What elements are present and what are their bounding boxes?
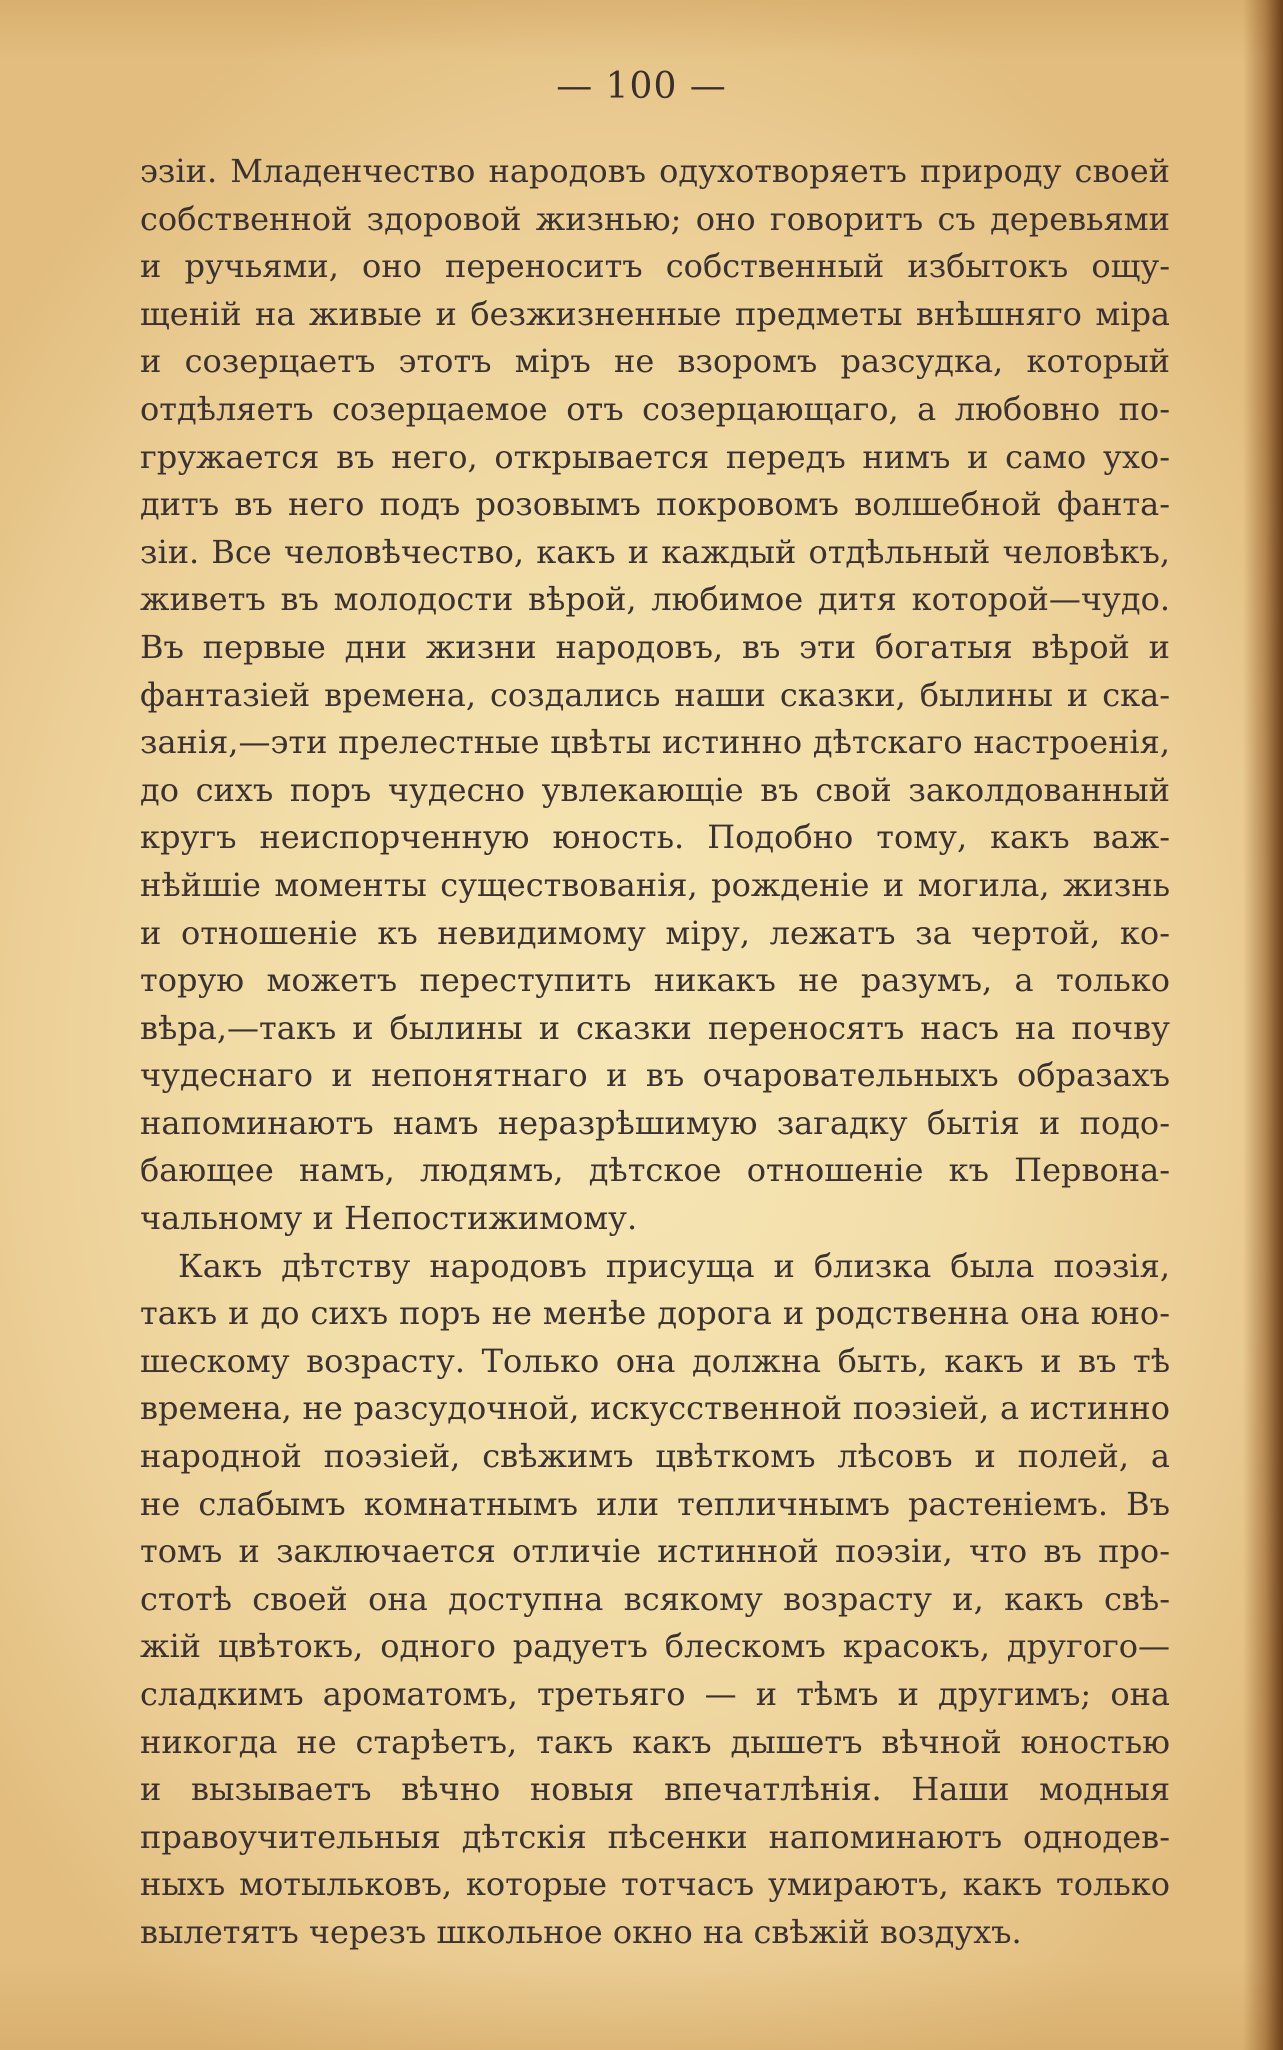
body-text <box>140 148 1170 1957</box>
text-line: народной поэзіей, свѣжимъ цвѣткомъ лѣсовъ и полей, а <box>140 1437 1170 1476</box>
text-line: и созерцаетъ этотъ міръ не взоромъ разсудка, который <box>140 342 1170 381</box>
paragraph-start-line: Какъ дѣтству народовъ присуща и близка была поэзія, <box>178 1246 1170 1285</box>
text-line: времена, не разсудочной, искусственной поэзіей, а истинно <box>140 1389 1170 1428</box>
text-line: напоминаютъ намъ неразрѣшимую загадку бытія и подо- <box>140 1103 1170 1142</box>
page-top-shading <box>0 0 1283 60</box>
paragraph-end-line: чальному и Непостижимому. <box>140 1199 638 1238</box>
text-line: бающее намъ, людямъ, дѣтское отношеніе къ Первона- <box>140 1151 1170 1190</box>
paragraph-end-line: вылетятъ черезъ школьное окно на свѣжій воздухъ. <box>140 1912 1022 1951</box>
text-line: сладкимъ ароматомъ, третьяго — и тѣмъ и другимъ; она <box>140 1675 1170 1713</box>
text-line: дитъ въ него подъ розовымъ покровомъ волшебной фанта- <box>140 485 1170 524</box>
text-line: гружается въ него, открывается передъ нимъ и само ухо- <box>140 437 1170 476</box>
text-line: и ручьями, оно переноситъ собственный избытокъ ощу- <box>140 247 1170 286</box>
text-line: жій цвѣтокъ, одного радуетъ блескомъ красокъ, другого— <box>140 1627 1170 1666</box>
text-line: собственной здоровой жизнью; оно говоритъ съ деревьями <box>140 199 1170 238</box>
text-line: стотѣ своей она доступна всякому возрасту и, какъ свѣ- <box>140 1579 1170 1618</box>
text-line: вѣра,—такъ и былины и сказки переносятъ насъ на почву <box>140 1008 1170 1047</box>
page-edge-shadow <box>1243 0 1283 2050</box>
text-line: и вызываетъ вѣчно новыя впечатлѣнія. Наши модныя <box>140 1770 1170 1809</box>
text-line: такъ и до сихъ поръ не менѣе дорога и родственна она юно- <box>140 1294 1170 1333</box>
page-bottom-shading <box>0 1960 1283 2050</box>
text-line: живетъ въ молодости вѣрой, любимое дитя которой—чудо. <box>140 580 1170 619</box>
text-line: нѣйшіе моменты существованія, рожденіе и могила, жизнь <box>140 865 1170 904</box>
text-line: торую можетъ переступить никакъ не разумъ, а только <box>140 961 1170 1000</box>
text-line: и отношеніе къ невидимому міру, лежатъ за чертой, ко- <box>140 913 1170 952</box>
text-line: шескому возрасту. Только она должна быть, какъ и въ тѣ <box>140 1341 1170 1380</box>
text-line: до сихъ поръ чудесно увлекающіе въ свой заколдованный <box>140 770 1170 809</box>
text-line: томъ и заключается отличіе истинной поэзіи, что въ про- <box>140 1532 1170 1571</box>
text-line: чудеснаго и непонятнаго и въ очаровательныхъ образахъ <box>140 1056 1170 1095</box>
text-line: ныхъ мотыльковъ, которые тотчасъ умираютъ, какъ только <box>140 1865 1170 1904</box>
text-line: зіи. Все человѣчество, какъ и каждый отдѣльный человѣкъ, <box>140 532 1170 571</box>
text-line: щеній на живые и безжизненные предметы внѣшняго міра <box>140 294 1170 333</box>
text-line: эзіи. Младенчество народовъ одухотворяетъ природу своей <box>140 152 1170 190</box>
text-line: Въ первые дни жизни народовъ, въ эти богатыя вѣрой и <box>140 627 1170 666</box>
text-line: отдѣляетъ созерцаемое отъ созерцающаго, а любовно по- <box>140 389 1170 428</box>
text-line: правоучительныя дѣтскія пѣсенки напоминаютъ однодев- <box>140 1817 1170 1856</box>
text-line: кругъ неиспорченную юность. Подобно тому, какъ важ- <box>140 818 1170 857</box>
page-number: — 100 — <box>556 66 727 107</box>
text-line: никогда не старѣетъ, такъ какъ дышетъ вѣчной юностью <box>140 1722 1170 1761</box>
text-line: фантазіей времена, создались наши сказки, былины и ска- <box>140 675 1170 714</box>
text-line: занія,—эти прелестные цвѣты истинно дѣтскаго настроенія, <box>140 723 1170 762</box>
text-line: не слабымъ комнатнымъ или тепличнымъ растеніемъ. Въ <box>140 1484 1170 1523</box>
